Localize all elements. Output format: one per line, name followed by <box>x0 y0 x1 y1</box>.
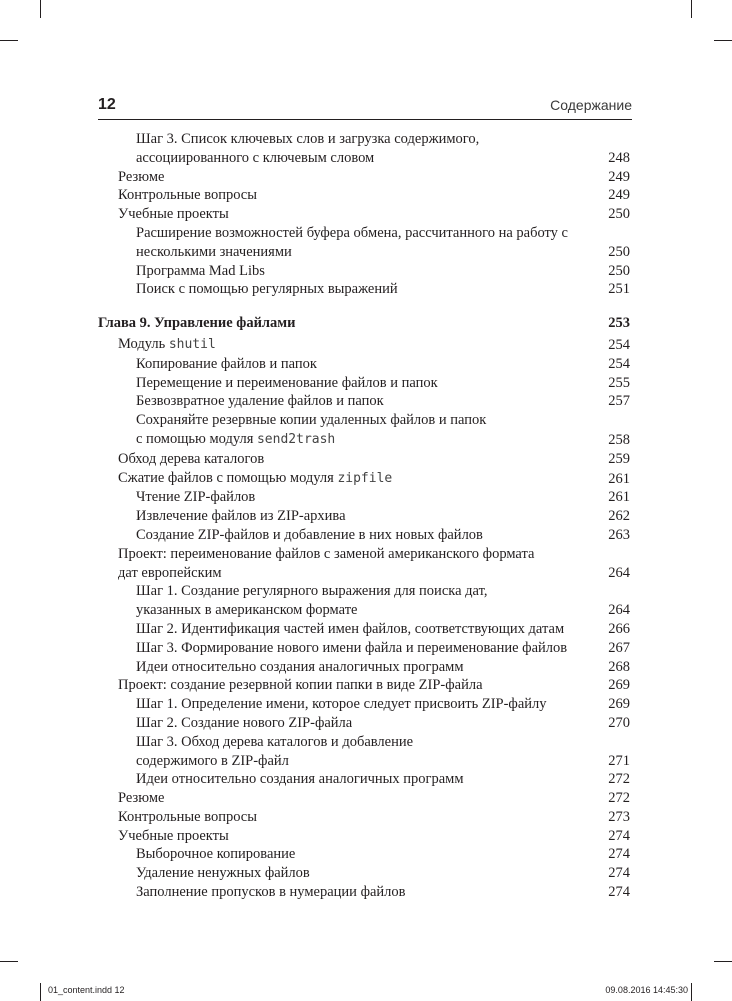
toc-entry-title <box>118 545 632 583</box>
crop-mark-left-bottom <box>0 961 18 962</box>
toc-page-number: 255 <box>608 374 630 391</box>
toc-entry[interactable] <box>98 392 632 411</box>
toc-page-number: 271 <box>608 752 630 769</box>
toc-entry-title <box>118 186 632 205</box>
toc-entry-title <box>136 262 632 281</box>
toc-entry-title <box>136 770 632 789</box>
toc-page-number: 272 <box>608 771 630 788</box>
toc-entry-line: Учебные проекты <box>118 827 229 844</box>
toc-entry-line: Удаление ненужных файлов <box>136 865 310 882</box>
toc-entry-line: несколькими значениями <box>136 243 292 260</box>
toc-page-number: 254 <box>608 355 630 372</box>
toc-entry[interactable] <box>98 864 632 883</box>
toc-entry-line: с помощью модуля <box>136 430 257 447</box>
crop-mark-right-top <box>714 40 732 41</box>
toc-entry[interactable] <box>98 280 632 299</box>
toc-entry-title <box>118 789 632 808</box>
toc-entry-line: Создание ZIP-файлов и добавление в них новых файлов <box>136 526 483 543</box>
toc-page-number: 264 <box>608 602 630 619</box>
toc-page-number: 267 <box>608 639 630 656</box>
toc-entry[interactable] <box>98 676 632 695</box>
toc-entry[interactable] <box>98 355 632 374</box>
toc-entry-title <box>136 658 632 677</box>
toc-entry-title <box>136 355 632 374</box>
toc-entry-title <box>136 864 632 883</box>
crop-mark-top-right <box>691 0 692 18</box>
toc-entry[interactable] <box>98 186 632 205</box>
toc-entry-line: Копирование файлов и папок <box>136 355 317 372</box>
toc-page-number: 250 <box>608 243 630 260</box>
toc-entry[interactable] <box>98 845 632 864</box>
toc-entry-line: Обход дерева каталогов <box>118 450 265 467</box>
toc-entry[interactable] <box>98 883 632 902</box>
toc-chapter[interactable] <box>98 314 632 333</box>
toc-entry-title <box>136 695 632 714</box>
toc-entry-line: содержимого в ZIP-файл <box>136 752 289 769</box>
toc-entry-line: Резюме <box>118 168 165 185</box>
toc-entry-title <box>118 808 632 827</box>
toc-entry-line: Идеи относительно создания аналогичных программ <box>136 771 464 788</box>
toc-entry-title <box>136 488 632 507</box>
toc-entry[interactable] <box>98 450 632 469</box>
toc-page-number: 249 <box>608 168 630 185</box>
toc-page-number: 274 <box>608 846 630 863</box>
crop-mark-left-top <box>0 40 18 41</box>
toc-entry-title <box>136 392 632 411</box>
toc-entry-title <box>118 205 632 224</box>
toc-entry[interactable] <box>98 374 632 393</box>
toc-entry-title <box>136 411 632 450</box>
toc-entry-title <box>136 733 632 771</box>
toc-entry-line: Шаг 1. Определение имени, которое следует присвоить ZIP-файлу <box>136 696 547 713</box>
toc-entry[interactable] <box>98 770 632 789</box>
toc-entry-line: Сохраняйте резервные копии удаленных файлов и папок <box>136 412 487 429</box>
toc-entry-line: Учебные проекты <box>118 206 229 223</box>
toc-entry-line: Контрольные вопросы <box>118 187 257 204</box>
toc-page-number: 248 <box>608 149 630 166</box>
toc-entry-line: Чтение ZIP-файлов <box>136 489 256 506</box>
toc-entry[interactable] <box>98 507 632 526</box>
toc-entry-line: Заполнение пропусков в нумерации файлов <box>136 884 406 901</box>
toc-entry[interactable] <box>98 168 632 187</box>
toc-page-number: 274 <box>608 884 630 901</box>
toc-entry[interactable] <box>98 130 632 168</box>
toc-entry-line: Проект: создание резервной копии папки в виде ZIP-файла <box>118 677 483 694</box>
toc-entry-line: Резюме <box>118 790 165 807</box>
toc-entry[interactable] <box>98 658 632 677</box>
toc-page-number: 253 <box>608 315 630 332</box>
toc-page-number: 250 <box>608 262 630 279</box>
toc-entry-line: Глава 9. Управление файлами <box>98 315 296 332</box>
toc-entry-title <box>136 280 632 299</box>
toc-entry[interactable] <box>98 335 632 355</box>
page-number: 12 <box>98 96 116 113</box>
toc-page-number: 270 <box>608 714 630 731</box>
toc-page-number: 273 <box>608 808 630 825</box>
toc-entry[interactable] <box>98 827 632 846</box>
toc-entry[interactable] <box>98 488 632 507</box>
toc-entry-title <box>136 374 632 393</box>
toc-page-number: 272 <box>608 790 630 807</box>
slug-file: 01_content.indd 12 <box>48 985 125 995</box>
table-of-contents <box>98 130 632 902</box>
toc-entry[interactable] <box>98 262 632 281</box>
toc-entry-title <box>118 676 632 695</box>
toc-entry-code: zipfile <box>337 470 393 486</box>
toc-entry-line: Шаг 2. Создание нового ZIP-файла <box>136 714 353 731</box>
toc-entry[interactable] <box>98 620 632 639</box>
toc-entry-title <box>98 314 632 333</box>
toc-entry-line: Проект: переименование файлов с заменой американского формата <box>118 545 535 562</box>
toc-entry-line: Выборочное копирование <box>136 846 296 863</box>
toc-page-number: 269 <box>608 677 630 694</box>
toc-entry[interactable] <box>98 224 632 262</box>
toc-page-number: 259 <box>608 450 630 467</box>
toc-entry-line: Шаг 3. Обход дерева каталогов и добавление <box>136 733 414 750</box>
header-rule <box>98 119 632 120</box>
crop-mark-top-left <box>40 0 41 18</box>
toc-entry-line: дат европейским <box>118 564 222 581</box>
toc-entry[interactable] <box>98 695 632 714</box>
toc-entry-line: Шаг 3. Список ключевых слов и загрузка содержимого, <box>136 131 480 147</box>
toc-entry[interactable] <box>98 582 632 620</box>
toc-entry-title <box>136 224 632 262</box>
toc-entry-line: ассоциированного с ключевым словом <box>136 149 375 166</box>
toc-entry-title <box>136 582 632 620</box>
toc-entry-title <box>136 620 632 639</box>
toc-entry-title <box>118 335 632 355</box>
toc-entry-line: Шаг 2. Идентификация частей имен файлов, соответствующих датам <box>136 620 565 637</box>
toc-entry-line: Модуль <box>118 335 169 352</box>
toc-page-number: 261 <box>608 489 630 506</box>
toc-entry-title <box>136 507 632 526</box>
print-slug <box>14 985 718 997</box>
slug-timestamp: 09.08.2016 14:45:30 <box>605 985 688 995</box>
toc-entry-line: Расширение возможностей буфера обмена, рассчитанного на работу с <box>136 224 568 241</box>
toc-entry[interactable] <box>98 526 632 545</box>
toc-entry[interactable] <box>98 808 632 827</box>
toc-page-number: 274 <box>608 865 630 882</box>
toc-entry-line: Поиск с помощью регулярных выражений <box>136 281 398 298</box>
toc-entry-title <box>136 639 632 658</box>
toc-entry-title <box>118 450 632 469</box>
toc-page-number: 274 <box>608 827 630 844</box>
toc-entry-line: Идеи относительно создания аналогичных программ <box>136 658 464 675</box>
toc-page-number: 268 <box>608 658 630 675</box>
toc-entry-code: send2trash <box>256 431 336 447</box>
toc-entry-title <box>136 845 632 864</box>
running-header <box>98 96 632 116</box>
toc-entry-title <box>118 168 632 187</box>
toc-entry-line: Перемещение и переименование файлов и папок <box>136 374 438 391</box>
toc-page-number: 261 <box>608 470 630 487</box>
toc-entry-line: Шаг 3. Формирование нового имени файла и переименование файлов <box>136 639 568 656</box>
toc-page-number: 258 <box>608 431 630 448</box>
toc-entry-line: Извлечение файлов из ZIP-архива <box>136 508 346 525</box>
toc-entry[interactable] <box>98 469 632 489</box>
toc-entry-title <box>118 827 632 846</box>
toc-entry[interactable] <box>98 639 632 658</box>
toc-page-number: 264 <box>608 564 630 581</box>
toc-entry-line: Контрольные вопросы <box>118 808 257 825</box>
toc-page-number: 262 <box>608 508 630 525</box>
toc-entry-line: указанных в американском формате <box>136 602 358 619</box>
toc-page-number: 250 <box>608 206 630 223</box>
toc-entry[interactable] <box>98 205 632 224</box>
toc-entry-line: Шаг 1. Создание регулярного выражения для поиска дат, <box>136 583 488 600</box>
toc-entry-line: Программа Mad Libs <box>136 262 265 279</box>
toc-entry-title <box>136 526 632 545</box>
toc-page-number: 266 <box>608 620 630 637</box>
toc-entry[interactable] <box>98 733 632 771</box>
toc-page-number: 254 <box>608 336 630 353</box>
toc-entry[interactable] <box>98 714 632 733</box>
toc-page-number: 249 <box>608 187 630 204</box>
section-title: Содержание <box>550 97 632 113</box>
toc-entry[interactable] <box>98 411 632 450</box>
toc-entry-title <box>118 469 632 489</box>
toc-page-number: 263 <box>608 526 630 543</box>
toc-entry[interactable] <box>98 545 632 583</box>
toc-entry-title <box>136 714 632 733</box>
crop-mark-right-bottom <box>714 961 732 962</box>
toc-entry-code: shutil <box>168 336 216 352</box>
toc-entry-line: Сжатие файлов с помощью модуля <box>118 469 338 486</box>
toc-page-number: 257 <box>608 393 630 410</box>
toc-entry-title <box>136 130 632 168</box>
toc-entry-title <box>136 883 632 902</box>
toc-entry[interactable] <box>98 789 632 808</box>
toc-entry-line: Безвозвратное удаление файлов и папок <box>136 393 384 410</box>
toc-page-number: 251 <box>608 281 630 298</box>
toc-page-number: 269 <box>608 696 630 713</box>
